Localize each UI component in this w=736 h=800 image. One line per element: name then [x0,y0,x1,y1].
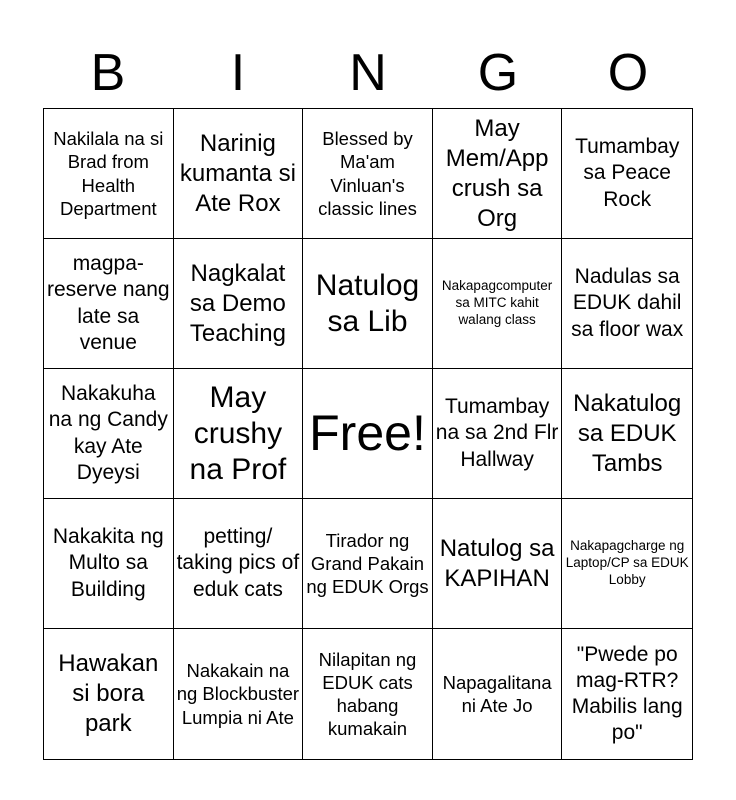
header-letter-o: O [607,44,649,102]
bingo-cell[interactable]: Nakapagcomputer sa MITC kahit walang class [433,239,563,369]
bingo-cell[interactable]: Tirador ng Grand Pakain ng EDUK Orgs [303,499,433,629]
bingo-cell[interactable]: Nakakain na ng Blockbuster Lumpia ni Ate [174,629,304,759]
bingo-cell[interactable]: Napagalitana ni Ate Jo [433,629,563,759]
bingo-cell[interactable]: Narinig kumanta si Ate Rox [174,109,304,239]
bingo-cell[interactable]: May crushy na Prof [174,369,304,499]
bingo-cell[interactable]: Hawakan si bora park [44,629,174,759]
bingo-cell[interactable]: Tumambay sa Peace Rock [562,109,692,239]
header-letter-b: B [90,44,126,102]
bingo-cell[interactable]: Natulog sa Lib [303,239,433,369]
bingo-cell[interactable]: Nadulas sa EDUK dahil sa floor wax [562,239,692,369]
bingo-cell[interactable]: "Pwede po mag-RTR? Mabilis lang po" [571,642,683,745]
bingo-cell[interactable]: Nakilala na si Brad from Health Department [44,109,174,239]
header-letter-i: I [230,44,246,102]
bingo-cell[interactable]: petting/ taking pics of eduk cats [174,499,304,629]
bingo-board [43,108,693,760]
bingo-cell[interactable]: Blessed by Ma'am Vinluan's classic lines [303,109,433,239]
bingo-header [43,40,693,106]
free-space-cell[interactable]: Free! [303,369,433,499]
bingo-cell[interactable]: magpa-reserve nang late sa venue [44,239,174,369]
bingo-cell[interactable]: Tumambay na sa 2nd Flr Hallway [433,369,563,499]
bingo-cell[interactable]: May Mem/App crush sa Org [433,109,563,239]
bingo-cell[interactable]: Nakapagcharge ng Laptop/CP sa EDUK Lobby [562,499,692,629]
header-letter-n: N [349,44,387,102]
bingo-cell[interactable]: Natulog sa KAPIHAN [433,499,563,629]
header-letter-g: G [477,44,519,102]
bingo-cell[interactable]: Nakakuha na ng Candy kay Ate Dyeysi [44,369,174,499]
bingo-cell[interactable]: Nakatulog sa EDUK Tambs [562,369,692,499]
bingo-cell[interactable]: Nagkalat sa Demo Teaching [174,239,304,369]
bingo-cell[interactable]: Nakakita ng Multo sa Building [44,499,174,629]
bingo-cell[interactable]: Nilapitan ng EDUK cats habang kumakain [303,629,433,759]
